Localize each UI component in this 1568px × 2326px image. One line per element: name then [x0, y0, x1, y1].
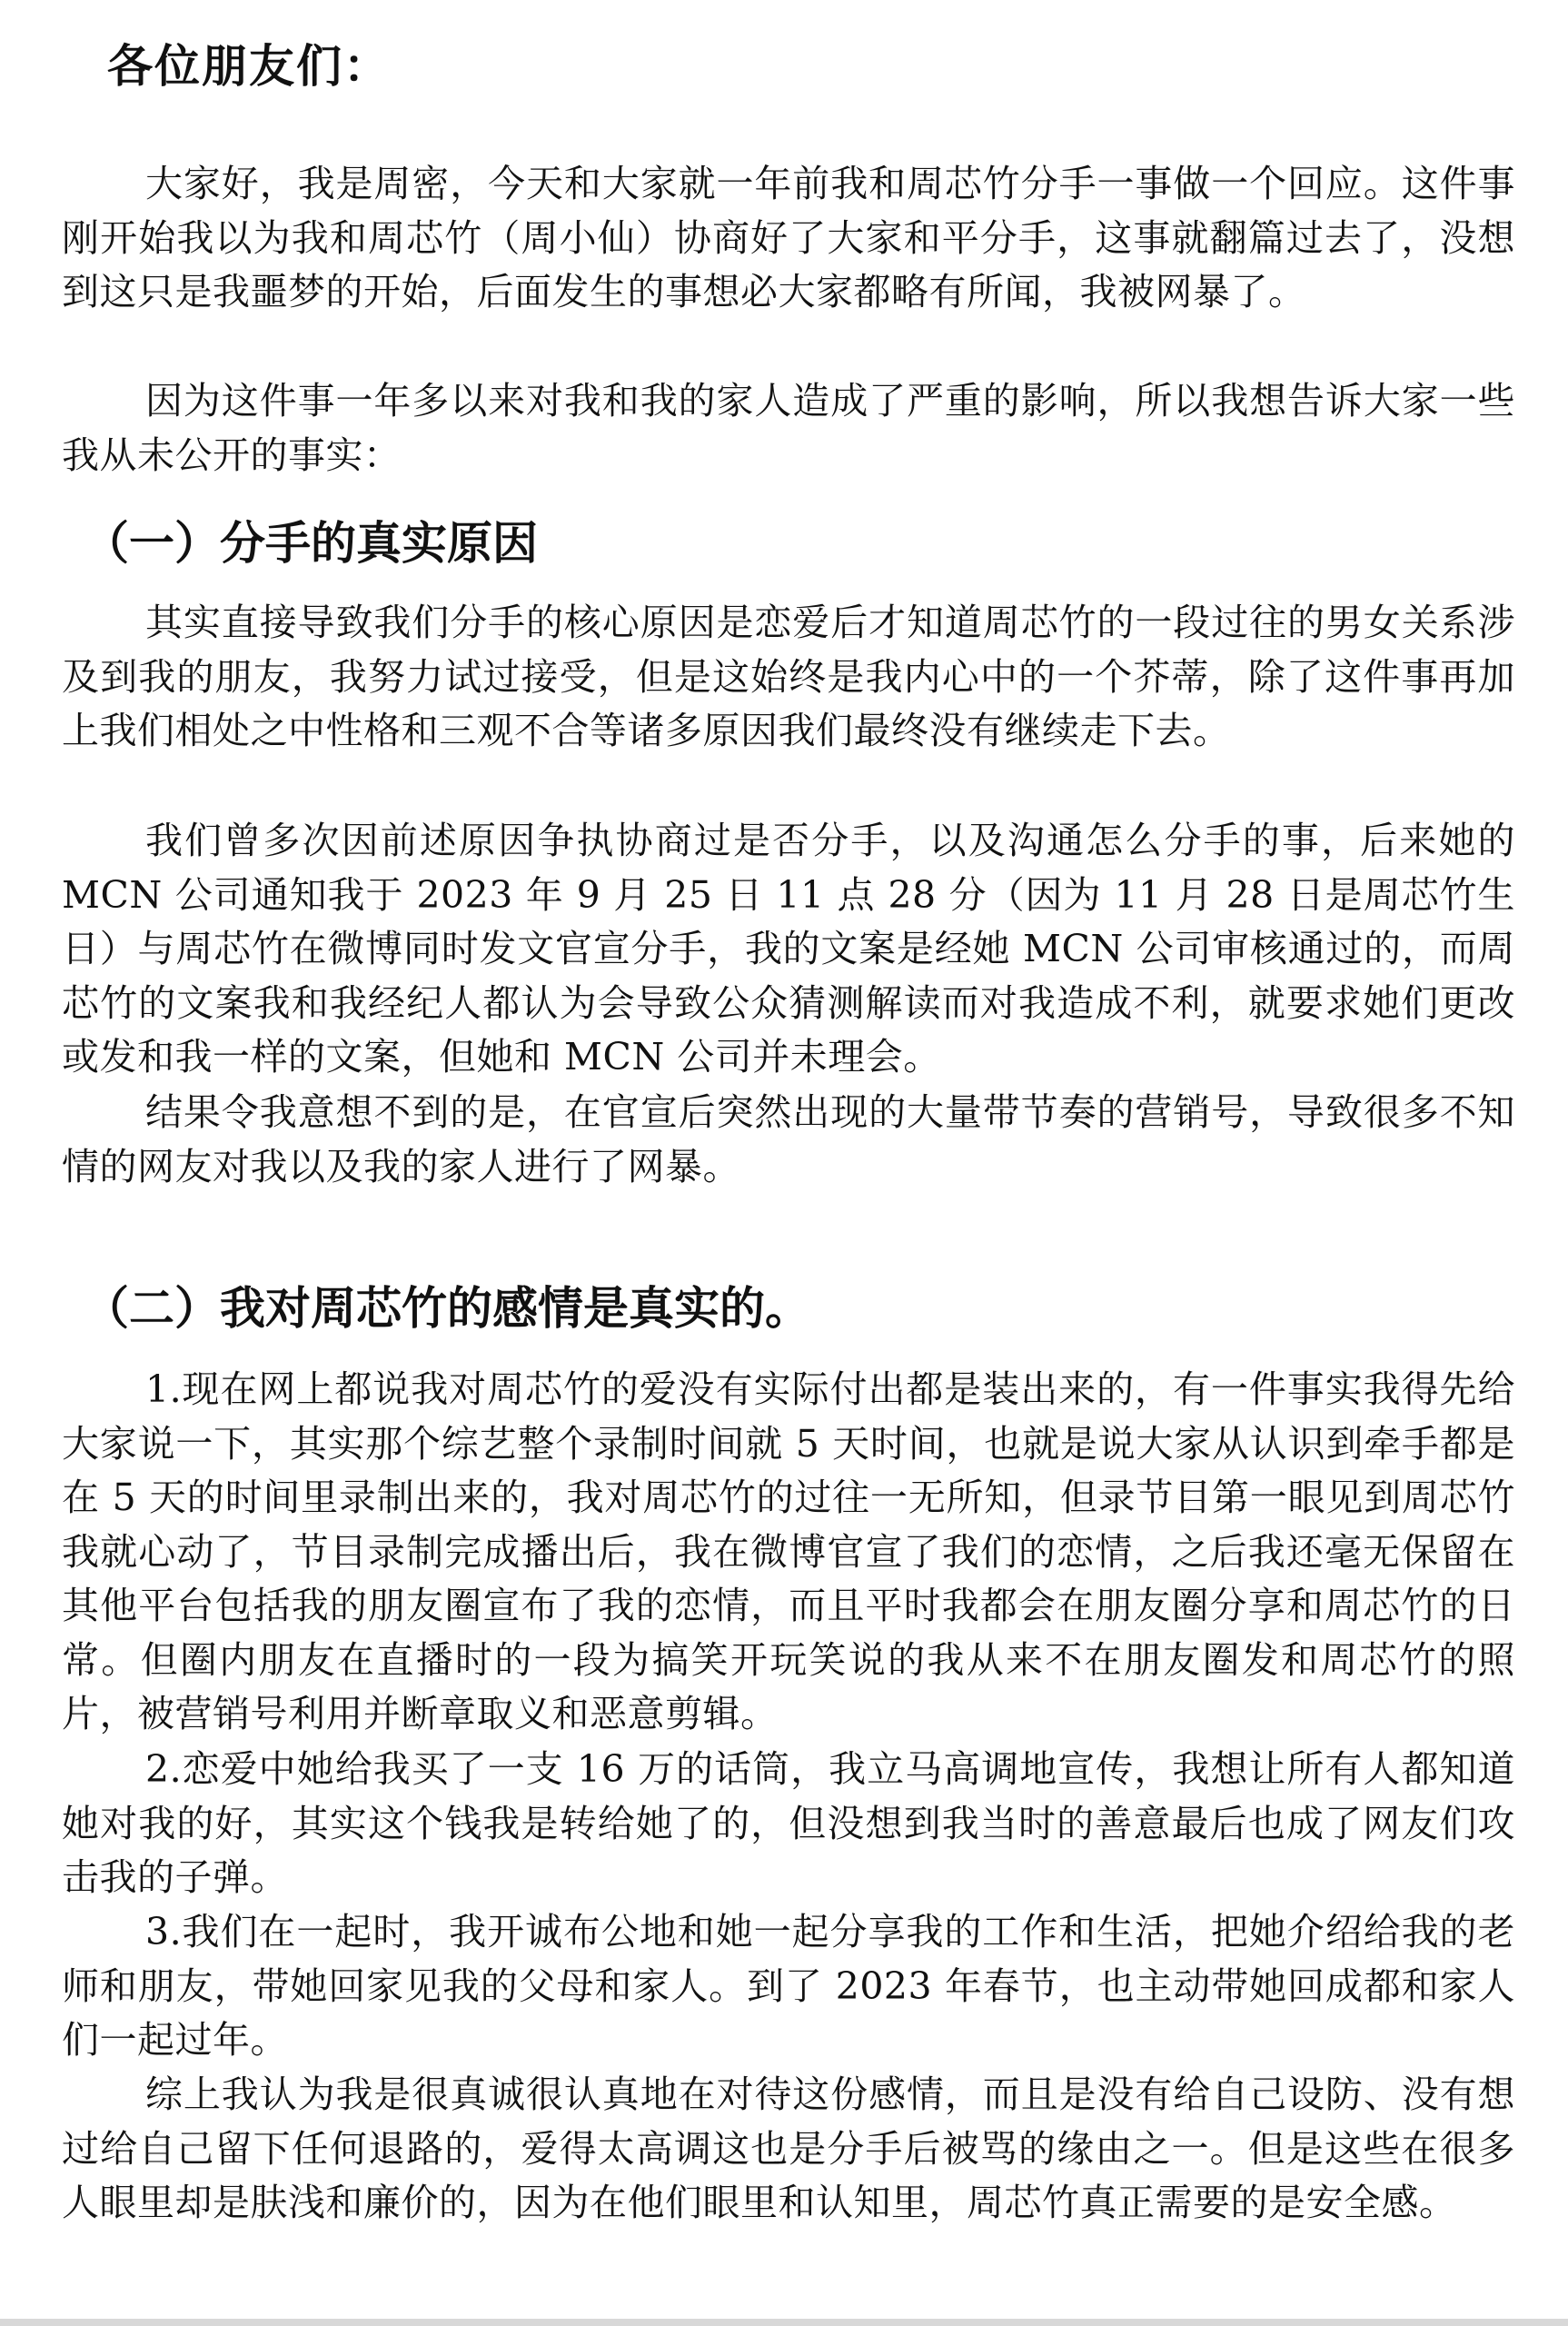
- section-1-paragraph-2: 我们曾多次因前述原因争执协商过是否分手，以及沟通怎么分手的事，后来她的 MCN 公司通知我于 2023 年 9 月 25 日 11 点 28 分（因为 11 月 28 日是周芯竹生日）与周芯竹在微博同时发文官宣分手，我的文案是经她 MCN 公司审核通过的，而周芯竹的文案我和我经纪人都认为会导致公众猜测解读而对我造成不利，就要求她们更改或发和我一样的文案，但她和 MCN 公司并未理会。: [62, 819, 1515, 1079]
- bottom-divider: [0, 2319, 1568, 2326]
- section-1-paragraph-1: 其实直接导致我们分手的核心原因是恋爱后才知道周芯竹的一段过往的男女关系涉及到我的朋友，我努力试过接受，但是这始终是我内心中的一个芥蒂，除了这件事再加上我们相处之中性格和三观不合等诸多原因我们最终没有继续走下去。: [62, 601, 1515, 752]
- greeting-heading: 各位朋友们：: [107, 40, 391, 93]
- section-2-paragraph-3: 3.我们在一起时，我开诚布公地和她一起分享我的工作和生活，把她介绍给我的老师和朋友，带她回家见我的父母和家人。到了 2023 年春节，也主动带她回成都和家人们一起过年。: [62, 1910, 1515, 2062]
- section-1-title: （一）分手的真实原因: [84, 517, 538, 570]
- section-2-paragraph-1: 1.现在网上都说我对周芯竹的爱没有实际付出都是装出来的，有一件事实我得先给大家说一下，其实那个综艺整个录制时间就 5 天时间，也就是说大家从认识到牵手都是在 5 天的时间里录制出来的，我对周芯竹的过往一无所知，但录节目第一眼见到周芯竹我就心动了，节目录制完成播出后，我在微博官宣了我们的恋情，之后我还毫无保留在其他平台包括我的朋友圈宣布了我的恋情，而且平时我都会在朋友圈分享和周芯竹的日常。但圈内朋友在直播时的一段为搞笑开玩笑说的我从来不在朋友圈发和周芯竹的照片，被营销号利用并断章取义和恶意剪辑。: [62, 1367, 1515, 1735]
- intro-paragraph-1: 大家好，我是周密，今天和大家就一年前我和周芯竹分手一事做一个回应。这件事刚开始我以为我和周芯竹（周小仙）协商好了大家和平分手，这事就翻篇过去了，没想到这只是我噩梦的开始，后面发生的事想必大家都略有所闻，我被网暴了。: [62, 162, 1515, 313]
- section-2-paragraph-2: 2.恋爱中她给我买了一支 16 万的话筒，我立马高调地宣传，我想让所有人都知道她对我的好，其实这个钱我是转给她了的，但没想到我当时的善意最后也成了网友们攻击我的子弹。: [62, 1747, 1515, 1899]
- section-2-title: （二）我对周芯竹的感情是真实的。: [84, 1282, 810, 1335]
- section-2-paragraph-4: 综上我认为我是很真诚很认真地在对待这份感情，而且是没有给自己设防、没有想过给自己留下任何退路的，爱得太高调这也是分手后被骂的缘由之一。但是这些在很多人眼里却是肤浅和廉价的，因为在他们眼里和认知里，周芯竹真正需要的是安全感。: [62, 2073, 1515, 2224]
- section-1-paragraph-3: 结果令我意想不到的是，在官宣后突然出现的大量带节奏的营销号，导致很多不知情的网友对我以及我的家人进行了网暴。: [62, 1090, 1515, 1188]
- intro-paragraph-2: 因为这件事一年多以来对我和我的家人造成了严重的影响，所以我想告诉大家一些我从未公开的事实：: [62, 379, 1515, 477]
